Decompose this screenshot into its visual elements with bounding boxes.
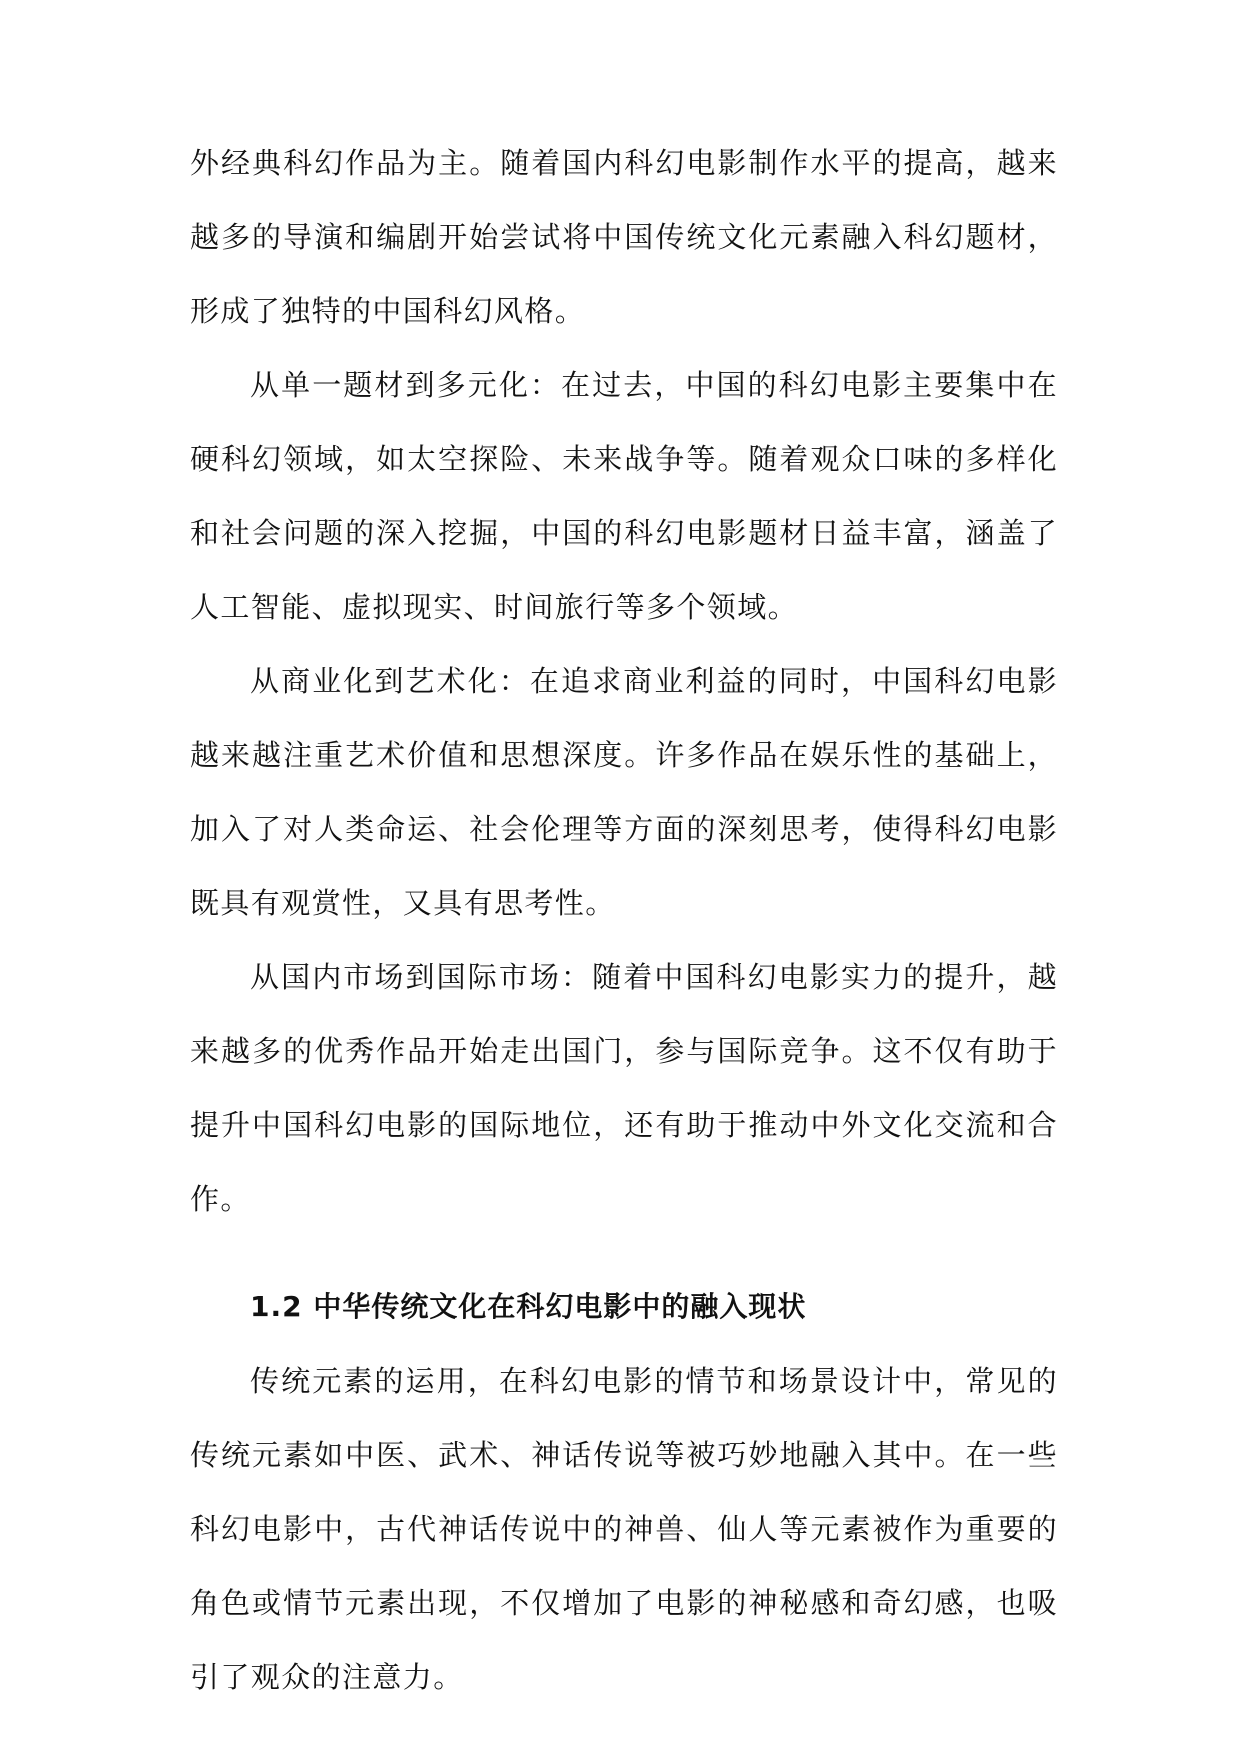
paragraph-artistry: 从商业化到艺术化：在追求商业利益的同时，中国科幻电影越来越注重艺术价值和思想深度。许多作品在娱乐性的基础上，加入了对人类命运、社会伦理等方面的深刻思考，使得科幻电影既具有观赏性，又具有思考性。: [190, 664, 1058, 920]
document-page: [190, 126, 1058, 1714]
paragraph-international-market: 从国内市场到国际市场：随着中国科幻电影实力的提升，越来越多的优秀作品开始走出国门，参与国际竞争。这不仅有助于提升中国科幻电影的国际地位，还有助于推动中外文化交流和合作。: [190, 960, 1058, 1216]
paragraph-diversification: 从单一题材到多元化：在过去，中国的科幻电影主要集中在硬科幻领域，如太空探险、未来战争等。随着观众口味的多样化和社会问题的深入挖掘，中国的科幻电影题材日益丰富，涵盖了人工智能、虚拟现实、时间旅行等多个领域。: [190, 368, 1058, 624]
paragraph-traditional-elements: 传统元素的运用，在科幻电影的情节和场景设计中，常见的传统元素如中医、武术、神话传说等被巧妙地融入其中。在一些科幻电影中，古代神话传说中的神兽、仙人等元素被作为重要的角色或情节元素出现，不仅增加了电影的神秘感和奇幻感，也吸引了观众的注意力。: [190, 1364, 1058, 1694]
paragraph-continued: 外经典科幻作品为主。随着国内科幻电影制作水平的提高，越来越多的导演和编剧开始尝试将中国传统文化元素融入科幻题材，形成了独特的中国科幻风格。: [190, 146, 1058, 328]
section-heading: 1.2 中华传统文化在科幻电影中的融入现状: [250, 1290, 807, 1323]
